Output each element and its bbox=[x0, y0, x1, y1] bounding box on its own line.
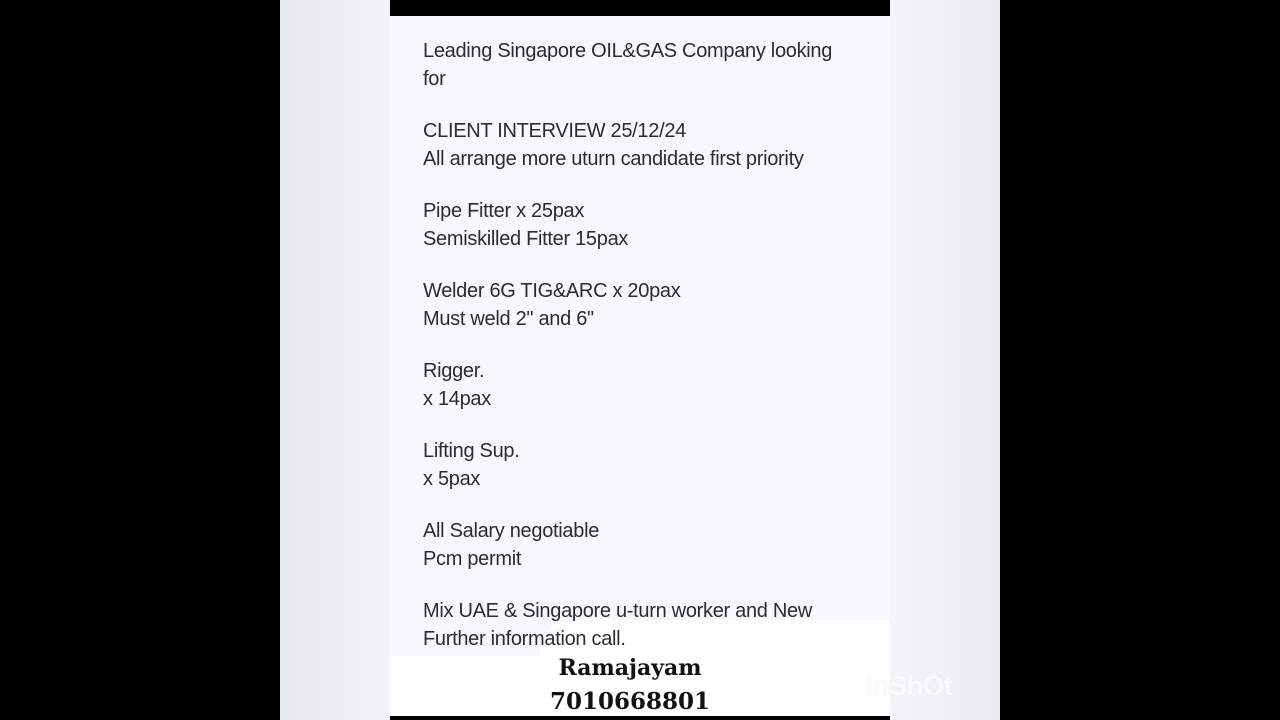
paragraph-salary bbox=[423, 518, 893, 573]
top-bar bbox=[390, 0, 890, 16]
text-line: Lifting Sup. bbox=[423, 440, 520, 462]
inshot-watermark: InShOt bbox=[866, 670, 952, 701]
text-line: Mix UAE & Singapore u-turn worker and New bbox=[423, 600, 812, 622]
text-line: All arrange more uturn candidate first priority bbox=[423, 147, 804, 170]
text-line: for bbox=[423, 67, 446, 90]
text-line: Semiskilled Fitter 15pax bbox=[423, 227, 629, 250]
job-posting-text bbox=[423, 38, 893, 678]
text-line: Leading Singapore OIL&GAS Company looking bbox=[423, 40, 833, 62]
text-line: Must weld 2" and 6" bbox=[423, 307, 594, 330]
text-line: x 14pax bbox=[423, 387, 491, 410]
paragraph-intro bbox=[423, 38, 893, 93]
text-line: All Salary negotiable bbox=[423, 520, 600, 542]
paragraph-rigger bbox=[423, 358, 893, 413]
paragraph-interview bbox=[423, 118, 893, 173]
text-line: Pipe Fitter x 25pax bbox=[423, 200, 585, 222]
paragraph-pipe-fitter bbox=[423, 198, 893, 253]
text-line: Pcm permit bbox=[423, 547, 522, 570]
text-line: Further information call. bbox=[423, 627, 626, 650]
text-line: Rigger. bbox=[423, 360, 485, 382]
paragraph-welder bbox=[423, 278, 893, 333]
text-line: Welder 6G TIG&ARC x 20pax bbox=[423, 280, 681, 302]
paragraph-lifting-sup bbox=[423, 438, 893, 493]
contact-phone: 7010668801 bbox=[549, 688, 711, 715]
contact-name: Ramajayam bbox=[558, 655, 702, 681]
text-line: x 5pax bbox=[423, 467, 481, 490]
paragraph-mix bbox=[423, 598, 893, 653]
bottom-bar bbox=[390, 716, 890, 720]
text-line: CLIENT INTERVIEW 25/12/24 bbox=[423, 120, 686, 142]
